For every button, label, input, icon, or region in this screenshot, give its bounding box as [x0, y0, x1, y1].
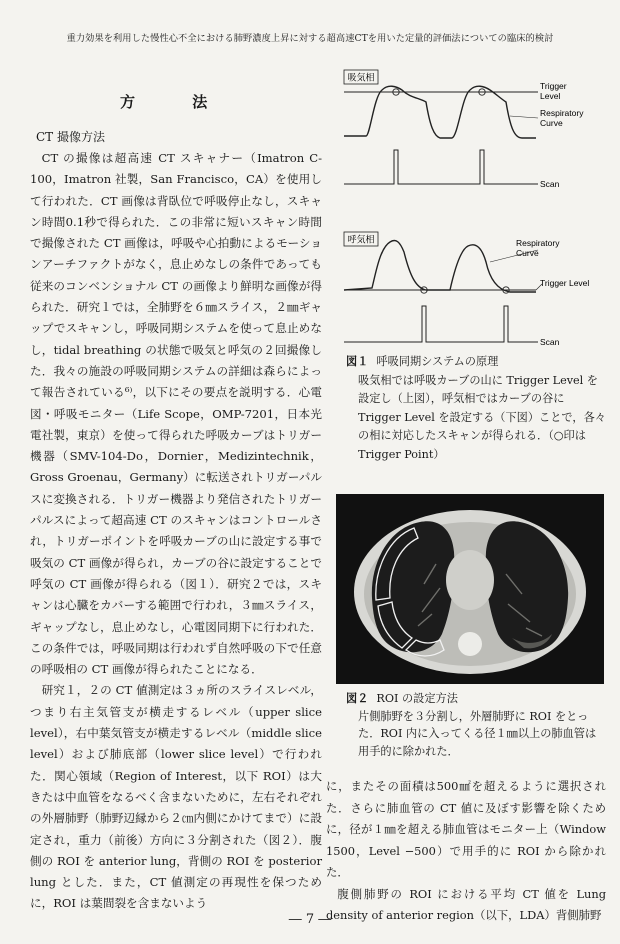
- trigger-level-label: Level: [540, 91, 561, 101]
- expiration-tag: 呼気相: [347, 234, 375, 245]
- scan-label: Scan: [540, 179, 560, 189]
- figure-1-caption: [346, 353, 606, 464]
- figure-2-caption: [346, 690, 606, 760]
- respiratory-curve-label: Curve: [540, 118, 563, 128]
- figure-title: ROI の設定方法: [376, 692, 458, 705]
- section-title: 方 法: [120, 93, 234, 111]
- paragraph: CT の撮像は超高速 CT スキャナー（Imatron C-100，Imatron 社製，San Francisco，CA）を使用して行われた．CT 画像は背臥位で呼吸停止なし，スキャン時間0.1秒で得られた．この非常に短いスキャン時間で撮像された CT 画像は，呼吸や心拍動によるモーションアーチファクトがなく，息止めなしの条件であっても従来のコンベンショナル CT の画像より鮮明な画像が得られた．研究１では，全肺野を６㎜スライス，２㎜ギャップでスキャンし，呼吸同期システムを使って息止めなし，tidal breathing の状態で吸気と呼気の２回撮像した．我々の施設の呼吸同期システムの詳細は森らによって報告されている⁶⁾，以下にその要点を説明する．心電図・呼吸モニター（Life Scope，OMP-7201，日本光電社製，東京）を使って得られた呼吸カーブはトリガー機器（SMV-104-Do，Dornier，Medizintechnik，Gross Groenau，Germany）に転送されトリガーパルスに変換される．トリガー機器より発信されたトリガーパルスによって超高速 CT のスキャンはコントロールされ，トリガーポイントを呼吸カーブの山に設定する事で吸気の CT 画像が得られ，カーブの谷に設定することで呼気の CT 画像が得られる（図１）．研究２では，スキャンは心臓をカバーする範囲で行われ，３㎜スライス，ギャップなし，息止めなし，心電図同期下に行われた．この条件では，呼吸同期は行われず自然呼吸の下で任意の呼吸相の CT 画像が得られたことになる．: [30, 151, 322, 677]
- figure-number: 図１: [346, 355, 369, 368]
- label-leader: [510, 116, 538, 118]
- figure-title: 呼吸同期システムの原理: [376, 355, 499, 368]
- page-number: ― 7 ―: [288, 912, 332, 927]
- scan-pulse-line: [344, 150, 536, 184]
- trigger-level-label: Trigger: [540, 81, 567, 91]
- figure-2-ct-image: [336, 494, 604, 684]
- left-column-text: [30, 148, 322, 915]
- scan-label: Scan: [540, 337, 560, 347]
- paragraph: に，またその面積は500㎟を超えるように選択された．さらに肺血管の CT 値に及ぼす影響を除くために，径が１㎜を超える肺血管はモニター上（Window 1500，Level −500）で用手的に ROI から除かれた．: [326, 779, 606, 879]
- scan-pulse-line: [344, 306, 536, 342]
- respiratory-curve: [344, 240, 536, 292]
- respiratory-curve-label: Respiratory: [540, 108, 584, 118]
- spine: [458, 632, 482, 656]
- inspiration-tag: 吸気相: [347, 72, 375, 83]
- mediastinum: [446, 550, 494, 610]
- subsection-heading: CT 撮像方法: [36, 130, 106, 144]
- respiratory-curve: [344, 86, 536, 138]
- respiratory-curve-label: Curve: [516, 248, 539, 258]
- figure-caption-body: 片側肺野を３分割し，外層肺野に ROI をとった．ROI 内に入ってくる径１㎜以上の肺血管は用手的に除かれた．: [358, 709, 597, 758]
- figure-number: 図２: [346, 692, 369, 705]
- inspiration-panel: [344, 70, 584, 189]
- right-column-text: [326, 776, 606, 927]
- expiration-panel: [344, 232, 589, 347]
- figure-1-diagram: [340, 66, 606, 352]
- trigger-level-label: Trigger Level: [540, 278, 590, 288]
- paragraph: 腹側肺野の ROI における平均 CT 値を Lung density of anterior region（以下，LDA）背側肺野: [326, 886, 606, 922]
- respiratory-curve-label: Respiratory: [516, 238, 560, 248]
- figure-caption-body: 吸気相では呼吸カーブの山に Trigger Level を設定し（上図），呼気相ではカーブの谷に Trigger Level を設定する（下図）ことで，各々の相に対応したスキャンが得られる．（○印は Trigger Point）: [358, 373, 606, 461]
- running-header: 重力効果を利用した慢性心不全における肺野濃度上昇に対する超高速CTを用いた定量的評価法についての臨床的検討: [66, 33, 554, 44]
- paragraph: 研究１，２の CT 値測定は３ヵ所のスライスレベル，つまり右主気管支が横走するレベル（upper slice level），右中葉気管支が横走するレベル（middle slice level）および肺底部（lower slice level）で行われた．関心領域（Region of Interest，以下 ROI）は大きたは中血管をなるべく含まないために，左右それぞれの外層肺野（肺野辺縁から２㎝内側にかけてまで）に設定され，重力（前後）方向に３分割された（図２）．腹側の ROI を anterior lung，背側の ROI を posterior lung とした．また，CT 値測定の再現性を保つために，ROI は葉間裂を含まないよう: [30, 683, 322, 911]
